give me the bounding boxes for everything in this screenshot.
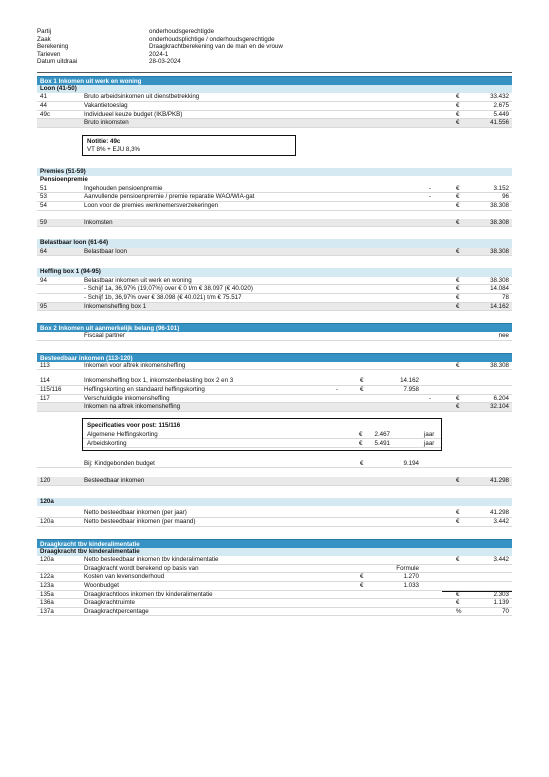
- row-value: 70: [502, 607, 509, 615]
- row-description: Netto besteedbaar inkomen tbv kinderalimentatie: [84, 556, 219, 564]
- row-description: - Schijf 1b, 36,97% over € 38.098 (€ 40.021) t/m € 75.517: [84, 294, 242, 301]
- meta-row: [37, 51, 512, 59]
- meta-key: Tarieven: [37, 50, 61, 58]
- section-header: Besteedbaar inkomen (113-120): [37, 353, 512, 362]
- currency-symbol: €: [456, 119, 460, 127]
- meta-value: Draagkrachtberekening van de man en de vrouw: [149, 43, 283, 51]
- report-meta: [37, 28, 512, 66]
- table-row: [37, 599, 512, 608]
- row-code: 95: [40, 302, 47, 310]
- row-code: 123a: [40, 581, 54, 589]
- section-draagkracht: [37, 539, 512, 617]
- table-row: [37, 518, 512, 527]
- row-code: 94: [40, 276, 47, 284]
- row-value: 3.442: [493, 556, 509, 564]
- meta-key: Datum uitdraai: [37, 58, 78, 66]
- currency-symbol: €: [456, 102, 460, 110]
- minus-sign: -: [429, 394, 432, 402]
- row-value: 3.442: [493, 518, 509, 526]
- row-description: Besteedbaar inkomen: [84, 477, 145, 485]
- row-code: 120a: [40, 518, 54, 526]
- meta-row: [37, 36, 512, 44]
- currency-symbol: %: [456, 607, 462, 615]
- table-row: [37, 102, 512, 111]
- row-code: 53: [40, 193, 47, 201]
- row-code: 44: [40, 102, 47, 110]
- row-code: 136a: [40, 599, 54, 607]
- currency-symbol: €: [456, 193, 460, 201]
- currency-symbol: €: [456, 285, 460, 293]
- row-code: 135a: [40, 590, 54, 598]
- row-description: Woonbudget: [84, 581, 119, 589]
- row-value: 41.556: [490, 119, 509, 127]
- total-row: [37, 403, 512, 412]
- row-description: Inkomsten: [84, 218, 113, 226]
- currency-symbol: €: [456, 361, 460, 369]
- table-row: [37, 582, 512, 591]
- table-row: [37, 591, 512, 600]
- row-value: 41.298: [490, 477, 509, 485]
- currency-symbol: €: [360, 581, 364, 589]
- row-code: 49c: [40, 110, 50, 118]
- row-value: 38.308: [490, 361, 509, 369]
- row-description: Draagkrachtpercentage: [84, 607, 149, 615]
- section-subheader: Belastbaar loon (61-64): [37, 239, 512, 248]
- meta-key: Berekening: [37, 43, 69, 51]
- section-subheader: Premies (51-59): [37, 168, 512, 177]
- currency-symbol: €: [456, 202, 460, 210]
- currency-symbol: €: [456, 110, 460, 118]
- row-value: 78: [502, 294, 509, 301]
- row-value: 9.194: [403, 459, 419, 467]
- currency-symbol: €: [456, 590, 460, 598]
- table-row: [37, 202, 512, 211]
- section-subheader: Draagkracht tbv kinderalimentatie: [37, 548, 512, 557]
- table-row: [37, 556, 512, 565]
- table-row: [37, 565, 512, 574]
- table-row: [37, 93, 512, 102]
- row-value: 33.432: [490, 93, 509, 101]
- row-description: Inkomen voor aftrek inkomensheffing: [84, 361, 186, 369]
- currency-symbol: €: [456, 218, 460, 226]
- row-description: Verschuldigde inkomensheffing: [84, 394, 170, 402]
- row-value: 2.675: [493, 102, 509, 110]
- currency-symbol: €: [456, 276, 460, 284]
- row-value: 7.958: [403, 385, 419, 393]
- minus-sign: -: [429, 193, 432, 201]
- row-description: Netto besteedbaar inkomen (per jaar): [84, 509, 187, 517]
- currency-symbol: €: [360, 573, 364, 581]
- row-value: 2.303: [493, 590, 509, 598]
- table-row: [37, 285, 512, 294]
- total-row: [37, 248, 512, 257]
- row-description: Arbeidskorting: [87, 439, 127, 447]
- row-value: 38.308: [490, 247, 509, 255]
- row-code: 120: [40, 477, 51, 485]
- meta-value: 2024-1: [149, 50, 169, 58]
- row-description: Inkomensheffing box 1, inkomstenbelasting box 2 en 3: [84, 377, 234, 385]
- table-row: [37, 386, 512, 395]
- currency-symbol: €: [456, 509, 460, 517]
- row-description: - Schijf 1a, 36,97% (19,07%) over € 0 t/m € 38.097 (€ 40.020): [84, 285, 253, 293]
- currency-symbol: €: [359, 430, 363, 438]
- row-code: 59: [40, 218, 47, 226]
- minus-sign: -: [336, 385, 339, 393]
- row-value: nee: [498, 332, 509, 340]
- row-description: Ingehouden pensioenpremie: [84, 184, 163, 192]
- table-row: [37, 185, 512, 194]
- section-header: Box 1 Inkomen uit werk en woning: [37, 76, 512, 85]
- meta-key: Partij: [37, 28, 52, 35]
- row-description: Bruto inkomsten: [84, 119, 129, 127]
- row-value: 5.491: [374, 439, 390, 447]
- row-code: 122a: [40, 573, 54, 581]
- row-value: Formule: [396, 564, 419, 572]
- meta-value: onderhoudsgerechtigde: [149, 28, 215, 35]
- section-premies: [37, 168, 512, 227]
- row-description: Draagkrachtloos inkomen tbv kinderalimentatie: [84, 590, 213, 598]
- table-row: [37, 573, 512, 582]
- row-code: 64: [40, 247, 47, 255]
- row-value: 2.467: [374, 430, 390, 438]
- table-row: [37, 608, 512, 617]
- note-box: [82, 135, 296, 156]
- currency-symbol: €: [456, 518, 460, 526]
- currency-symbol: €: [456, 93, 460, 101]
- note-title: Notitie: 49c: [87, 137, 121, 145]
- currency-symbol: €: [456, 556, 460, 564]
- row-value: 5.449: [493, 110, 509, 118]
- row-code: 54: [40, 202, 47, 210]
- section-box1: [37, 76, 512, 156]
- row-description: Inkomen na aftrek inkomensheffing: [84, 403, 181, 411]
- currency-symbol: €: [456, 477, 460, 485]
- section-header: Draagkracht tbv kinderalimentatie: [37, 539, 512, 548]
- spec-title: Specificaties voor post: 115/116: [87, 421, 181, 429]
- section-heffing-box1: [37, 268, 512, 311]
- table-row: [37, 294, 512, 303]
- section-subheader: Pensioenpremie: [40, 176, 88, 184]
- table-row: [37, 277, 512, 286]
- section-subheader: 120a: [37, 498, 512, 507]
- table-row: [37, 193, 512, 202]
- currency-symbol: €: [456, 247, 460, 255]
- table-row: [37, 509, 512, 518]
- table-row: [37, 460, 512, 469]
- row-description: Individueel keuze budget (IKB/PKB): [84, 110, 183, 118]
- row-description: Bruto arbeidsinkomen uit dienstbetrekking: [84, 93, 200, 101]
- table-row: [37, 332, 512, 341]
- section-box2: [37, 323, 512, 341]
- row-value: 14.162: [400, 377, 419, 385]
- table-row: [37, 111, 512, 120]
- row-code: 113: [40, 361, 50, 369]
- section-header: Box 2 Inkomen uit aanmerkelijk belang (96-101): [37, 323, 512, 332]
- specification-box: [82, 418, 442, 451]
- table-row: [37, 377, 512, 386]
- row-value: 32.104: [490, 403, 509, 411]
- section-subheader: Loon (41-50): [37, 85, 512, 94]
- meta-value: 28-03-2024: [149, 58, 181, 66]
- currency-symbol: €: [456, 184, 460, 192]
- row-code: 120a: [40, 556, 54, 564]
- currency-symbol: €: [456, 599, 460, 607]
- row-description: Heffingskorting en standaard heffingskorting: [84, 385, 205, 393]
- row-code: 41: [40, 93, 47, 101]
- row-description: Belastbaar inkomen uit werk en woning: [84, 276, 192, 284]
- currency-symbol: €: [456, 394, 460, 402]
- row-description: Vakantietoeslag: [84, 102, 128, 110]
- currency-symbol: €: [360, 385, 364, 393]
- row-description: Kosten van levensonderhoud: [84, 573, 165, 581]
- row-value: 1.270: [403, 573, 419, 581]
- row-description: Inkomensheffing box 1: [84, 302, 147, 310]
- currency-symbol: €: [360, 459, 364, 467]
- row-value: 96: [502, 193, 509, 201]
- table-row: [37, 362, 512, 371]
- row-description: Fiscaal partner: [84, 332, 125, 340]
- row-value: 38.308: [490, 218, 509, 226]
- meta-key: Zaak: [37, 35, 51, 43]
- row-description: Draagkracht wordt berekend op basis van: [84, 564, 199, 572]
- total-row: [37, 119, 512, 128]
- total-row: [37, 219, 512, 228]
- row-value: 3.152: [493, 184, 509, 192]
- row-value: 38.308: [490, 202, 509, 210]
- currency-symbol: €: [456, 294, 460, 301]
- row-description: Bij: Kindgebonden budget: [84, 459, 155, 467]
- meta-value: onderhoudsplichtige / onderhoudsgerechtigde: [149, 35, 275, 43]
- row-code: 137a: [40, 607, 54, 615]
- row-description: Loon voor de premies werknemersverzekeringen: [84, 202, 219, 210]
- row-value: 1.033: [403, 581, 419, 589]
- meta-row: [37, 28, 512, 36]
- row-description: Aanvullende pensioenpremie / premie reparatie WAO/WIA-gat: [84, 193, 255, 201]
- section-besteedbaar-inkomen: [37, 353, 512, 486]
- spec-row: [83, 439, 441, 448]
- minus-sign: -: [429, 184, 432, 192]
- row-value: 6.204: [493, 394, 509, 402]
- row-value: 38.308: [490, 276, 509, 284]
- currency-symbol: €: [359, 439, 363, 447]
- row-value: 14.084: [490, 285, 509, 293]
- meta-row: [37, 58, 512, 66]
- currency-symbol: €: [456, 302, 460, 310]
- section-120a: [37, 498, 512, 527]
- row-value: 14.162: [490, 302, 509, 310]
- divider: [37, 72, 512, 73]
- total-row: [37, 303, 512, 312]
- section-belastbaar-loon: [37, 239, 512, 256]
- row-code: 115/116: [40, 385, 62, 393]
- section-subheader: Heffing box 1 (94-95): [37, 268, 512, 277]
- row-value: 41.298: [490, 509, 509, 517]
- row-unit: jaar: [424, 430, 435, 438]
- spec-row: [83, 430, 441, 439]
- currency-symbol: €: [360, 377, 364, 385]
- meta-row: [37, 43, 512, 51]
- row-code: 117: [40, 394, 50, 402]
- report-document: [37, 28, 512, 616]
- currency-symbol: €: [456, 403, 460, 411]
- total-row: [37, 477, 512, 486]
- row-description: Algemene Heffingskorting: [87, 430, 158, 438]
- row-value: 1.139: [493, 599, 509, 607]
- row-description: Draagkrachtruimte: [84, 599, 135, 607]
- table-row: [37, 395, 512, 404]
- row-description: Netto besteedbaar inkomen (per maand): [84, 518, 196, 526]
- row-description: Belastbaar loon: [84, 247, 127, 255]
- row-unit: jaar: [424, 439, 435, 447]
- note-text: VT 8% + EJU 8,3%: [87, 145, 141, 153]
- row-code: 51: [40, 184, 47, 192]
- row-code: 114: [40, 377, 50, 385]
